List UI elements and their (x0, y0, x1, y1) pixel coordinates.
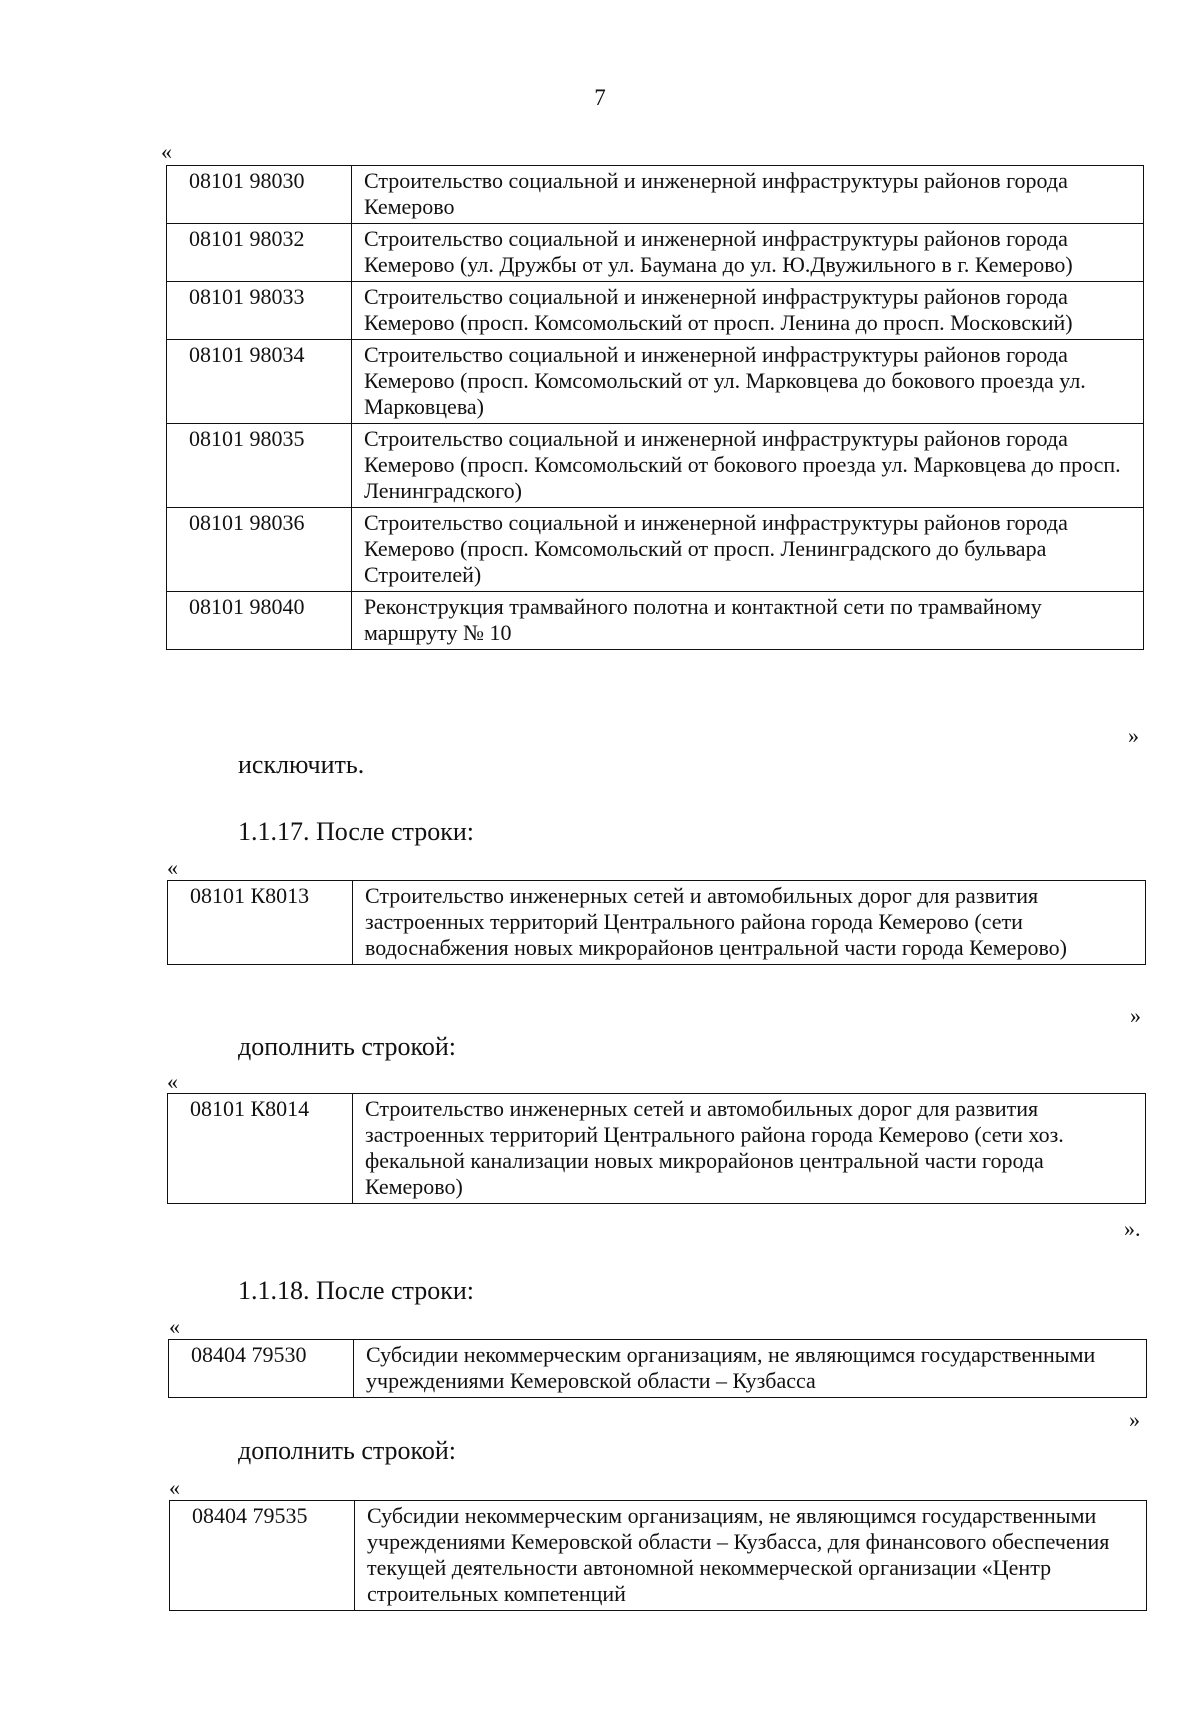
row-description: Строительство социальной и инженерной инфраструктуры районов города Кемерово (просп. Комсомольский от ул. Марковцева до бокового проезда ул. Марковцева) (352, 340, 1144, 424)
table-row (169, 1340, 1147, 1398)
paragraph-exclude: исключить. (238, 750, 365, 779)
quote-open: « (167, 1069, 178, 1094)
row-code: 08101 98040 (167, 592, 352, 650)
row-description: Строительство социальной и инженерной инфраструктуры районов города Кемерово (352, 166, 1144, 224)
quote-close-final: ». (1124, 1216, 1141, 1241)
quote-open: « (167, 855, 178, 880)
table-after-row-1-1-17 (167, 880, 1146, 965)
row-description: Строительство социальной и инженерной инфраструктуры районов города Кемерово (просп. Комсомольский от просп. Ленина до просп. Московский) (352, 282, 1144, 340)
table-after-row-1-1-18 (168, 1339, 1147, 1398)
table-row (167, 282, 1144, 340)
quote-close: » (1128, 723, 1139, 748)
table-row (170, 1501, 1147, 1611)
table-row (167, 424, 1144, 508)
row-code: 08101 98036 (167, 508, 352, 592)
row-code: 08404 79530 (169, 1340, 354, 1398)
paragraph-add-row: дополнить строкой: (238, 1436, 456, 1465)
section-heading-1-1-18: 1.1.18. После строки: (238, 1276, 474, 1305)
table-row (167, 508, 1144, 592)
row-code: 08101 98034 (167, 340, 352, 424)
quote-open: « (169, 1314, 180, 1339)
table-excluded-rows (166, 165, 1144, 650)
table-row (167, 592, 1144, 650)
table-row (168, 881, 1146, 965)
row-description: Реконструкция трамвайного полотна и контактной сети по трамвайному маршруту № 10 (352, 592, 1144, 650)
row-description: Строительство социальной и инженерной инфраструктуры районов города Кемерово (просп. Комсомольский от бокового проезда ул. Марковцева до просп. Ленинградского) (352, 424, 1144, 508)
table-added-row-1-1-18 (169, 1500, 1147, 1611)
row-description: Субсидии некоммерческим организациям, не являющимся государственными учреждениями Кемеровской области – Кузбасса, для финансового обеспечения текущей деятельности автономной некоммерческой организации «Центр строительных компетенций (355, 1501, 1147, 1611)
table-row (167, 340, 1144, 424)
table-row (168, 1094, 1146, 1204)
table-added-row-1-1-17 (167, 1093, 1146, 1204)
row-code: 08404 79535 (170, 1501, 355, 1611)
row-description: Строительство инженерных сетей и автомобильных дорог для развития застроенных территорий Центрального района города Кемерово (сети хоз. фекальной канализации новых микрорайонов центральной части города Кемерово) (353, 1094, 1146, 1204)
paragraph-add-row: дополнить строкой: (238, 1032, 456, 1061)
table-row (167, 166, 1144, 224)
quote-open: « (169, 1475, 180, 1500)
row-code: 08101 98033 (167, 282, 352, 340)
page-number: 7 (594, 85, 606, 110)
row-code: 08101 98030 (167, 166, 352, 224)
table-row (167, 224, 1144, 282)
quote-close: » (1130, 1003, 1141, 1028)
row-description: Строительство инженерных сетей и автомобильных дорог для развития застроенных территорий Центрального района города Кемерово (сети водоснабжения новых микрорайонов центральной части города Кемерово) (353, 881, 1146, 965)
row-code: 08101 К8014 (168, 1094, 353, 1204)
quote-close: » (1129, 1407, 1140, 1432)
row-code: 08101 К8013 (168, 881, 353, 965)
row-description: Строительство социальной и инженерной инфраструктуры районов города Кемерово (просп. Комсомольский от просп. Ленинградского до бульвара Строителей) (352, 508, 1144, 592)
row-code: 08101 98035 (167, 424, 352, 508)
row-description: Строительство социальной и инженерной инфраструктуры районов города Кемерово (ул. Дружбы от ул. Баумана до ул. Ю.Двужильного в г. Кемерово) (352, 224, 1144, 282)
quote-open: « (161, 139, 172, 164)
row-description: Субсидии некоммерческим организациям, не являющимся государственными учреждениями Кемеровской области – Кузбасса (354, 1340, 1147, 1398)
section-heading-1-1-17: 1.1.17. После строки: (238, 817, 474, 846)
row-code: 08101 98032 (167, 224, 352, 282)
